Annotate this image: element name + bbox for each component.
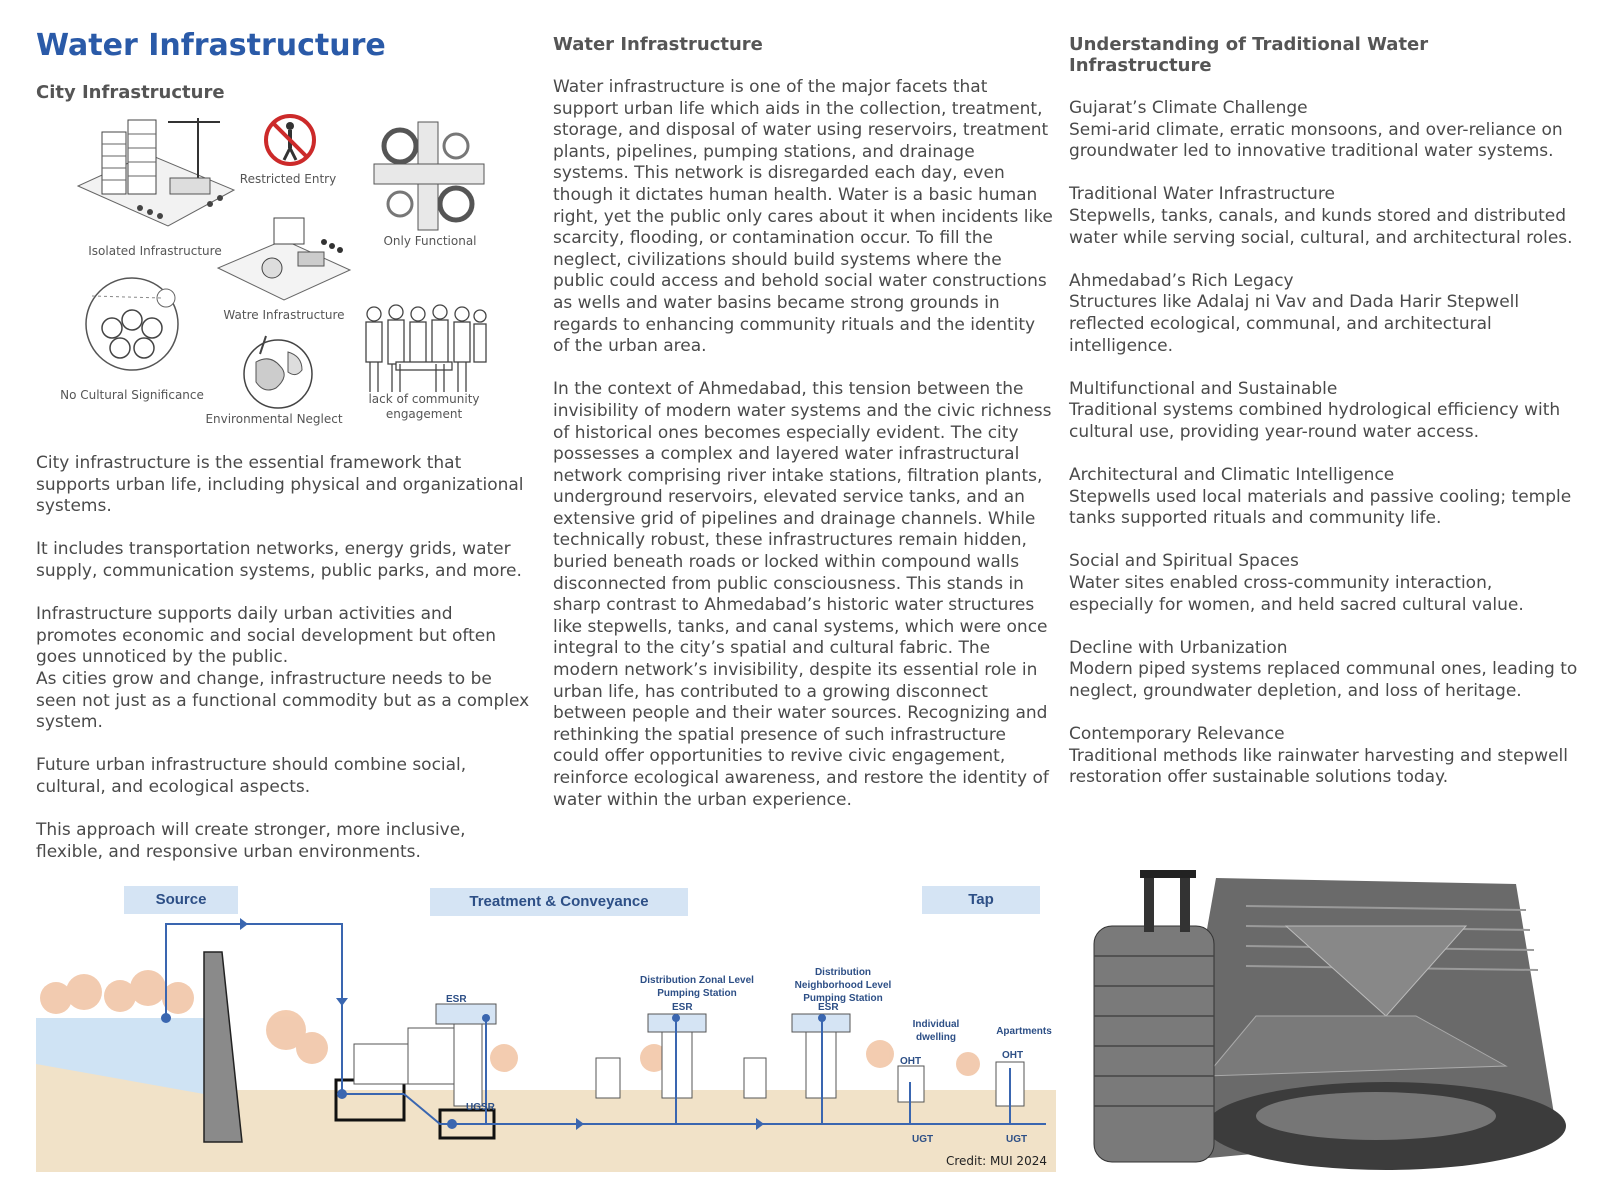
icon-water-infrastructure <box>214 212 354 332</box>
item-title: Architectural and Climatic Intelligence <box>1069 465 1395 486</box>
dam <box>204 952 242 1142</box>
label-esr: ESR <box>818 1002 839 1013</box>
icon-environmental-neglect <box>200 332 348 432</box>
icon-label: Isolated Infrastructure <box>88 244 222 258</box>
icon-label: Only Functional <box>383 234 477 248</box>
item-title: Ahmedabad’s Rich Legacy <box>1069 270 1294 291</box>
item-title: Decline with Urbanization <box>1069 637 1288 658</box>
item-text: Water sites enabled cross-community interaction, especially for women, and held sacred cultural value. <box>1069 573 1524 615</box>
water-supply-diagram <box>36 918 1056 1172</box>
band-source: Source <box>124 886 238 914</box>
label-ugt: UGT <box>1006 1134 1028 1145</box>
icon-label: Restricted Entry <box>239 172 337 186</box>
item-title: Social and Spiritual Spaces <box>1069 551 1299 572</box>
item-text: Modern piped systems replaced communal ones, leading to neglect, groundwater depletion, and loss of heritage. <box>1069 659 1578 702</box>
credit-text: Credit: MUI 2024 <box>946 1154 1047 1168</box>
item-text: Stepwells, tanks, canals, and kunds stored and distributed water while serving social, cultural, and architectural roles. <box>1069 205 1573 248</box>
item-text: Traditional systems combined hydrological efficiency with cultural use, providing year-round water access. <box>1069 400 1561 442</box>
list-item <box>1069 379 1579 444</box>
icon-lack-of-community-engagement <box>356 300 492 432</box>
label-neighborhood-pumping-station: Distribution Neighborhood Level Pumping Station <box>794 967 892 1004</box>
item-title: Multifunctional and Sustainable <box>1069 378 1338 399</box>
item-text: Structures like Adalaj ni Vav and Dada Harir Stepwell reflected ecological, communal, and architectural intelligence. <box>1069 292 1520 356</box>
no-entry-icon <box>238 112 348 170</box>
city-paragraph: Infrastructure supports daily urban activities and promotes economic and social development but often goes unnoticed by the public. <box>36 604 496 668</box>
city-infrastructure-text <box>36 453 536 885</box>
label-oht: OHT <box>1002 1050 1024 1061</box>
city-paragraph: This approach will create stronger, more inclusive, flexible, and responsive urban environments. <box>36 820 466 862</box>
city-paragraph: City infrastructure is the essential framework that supports urban life, including physical and organizational systems. <box>36 453 524 517</box>
crowd-icon <box>356 300 492 396</box>
road-interchange-icon <box>370 120 490 232</box>
icon-label: Environmental Neglect <box>205 412 343 426</box>
city-infrastructure-heading: City Infrastructure <box>36 82 225 103</box>
city-paragraph: Future urban infrastructure should combine social, cultural, and ecological aspects. <box>36 755 467 797</box>
item-text: Semi-arid climate, erratic monsoons, and over-reliance on groundwater led to innovative traditional water systems. <box>1069 119 1563 162</box>
label-individual-dwelling: Individual dwelling <box>912 1019 960 1043</box>
water-infrastructure-text <box>553 77 1053 833</box>
band-tap: Tap <box>922 886 1040 914</box>
list-item <box>1069 98 1579 163</box>
list-item <box>1069 638 1579 703</box>
list-item <box>1069 465 1579 530</box>
traditional-infrastructure-heading: Understanding of Traditional Water Infrastructure <box>1069 34 1429 76</box>
label-oht: OHT <box>900 1056 922 1067</box>
icon-restricted-entry <box>238 112 348 192</box>
stepwell-photo <box>1086 866 1574 1172</box>
water-infrastructure-heading: Water Infrastructure <box>553 34 763 55</box>
list-item <box>1069 724 1579 789</box>
item-title: Contemporary Relevance <box>1069 724 1285 745</box>
list-item <box>1069 271 1579 357</box>
label-apartments: Apartments <box>996 1026 1052 1037</box>
item-title: Traditional Water Infrastructure <box>1069 184 1335 205</box>
icon-label: lack of community engagement <box>368 392 480 421</box>
label-zonal-pumping-station: Distribution Zonal Level Pumping Station <box>640 975 754 999</box>
water-paragraph: Water infrastructure is one of the major facets that support urban life which aids in the collection, treatment, storage, and disposal of water using reservoirs, treatment plants, pipelines, pumping stations, and drainage systems. This network is disregarded each day, even though it dictates human health. Water is a basic human right, yet the public only cares about it when incidents like scarcity, flooding, or contamination occur. To fill the neglect, civilizations should build systems where the public could access and behold social water constructions as wells and water basins became strong grounds in regards to enhancing community rituals and the identity of the urban area. <box>553 77 1053 357</box>
label-esr: ESR <box>672 1002 693 1013</box>
icon-only-functional <box>370 120 490 250</box>
label-ugsr: UGSR <box>466 1102 495 1113</box>
city-paragraph: As cities grow and change, infrastructure needs to be seen not just as a functional commodity but as a complex system. <box>36 668 530 733</box>
people-circle-icon <box>52 276 212 376</box>
icon-label: No Cultural Significance <box>60 388 204 402</box>
label-esr: ESR <box>446 994 467 1005</box>
traditional-infrastructure-list <box>1069 98 1579 811</box>
list-item <box>1069 551 1579 616</box>
page-title: Water Infrastructure <box>36 28 386 63</box>
icon-no-cultural-significance <box>52 276 212 408</box>
city-paragraph: It includes transportation networks, energy grids, water supply, communication systems, public parks, and more. <box>36 539 522 581</box>
item-text: Stepwells used local materials and passive cooling; temple tanks supported rituals and community life. <box>1069 486 1572 529</box>
water-paragraph: In the context of Ahmedabad, this tension between the invisibility of modern water systems and the civic richness of historical ones becomes especially evident. The city possesses a complex and layered water infrastructural network comprising river intake stations, filtration plants, underground reservoirs, elevated service tanks, and an extensive grid of pipelines and drainage channels. While technically robust, these infrastructures remain hidden, buried beneath roads or locked within compound walls disconnected from public consciousness. This stands in sharp contrast to Ahmedabad’s historic water structures like stepwells, tanks, and canal systems, which were once integral to the city’s spatial and cultural fabric. The modern network’s invisibility, despite its essential role in urban life, has contributed to a growing disconnect between people and their water sources. Recognizing and rethinking the spatial presence of such infrastructure could offer opportunities to revive civic engagement, reinforce ecological awareness, and restore the identity of water within the urban experience. <box>553 379 1052 810</box>
label-ugt: UGT <box>912 1134 934 1145</box>
list-item <box>1069 184 1579 249</box>
item-title: Gujarat’s Climate Challenge <box>1069 98 1308 118</box>
item-text: Traditional methods like rainwater harvesting and stepwell restoration offer sustainable solutions today. <box>1069 745 1569 788</box>
water-plant-icon <box>214 212 354 304</box>
icon-label: Watre Infrastructure <box>223 308 345 322</box>
band-treatment-conveyance: Treatment & Conveyance <box>430 888 688 916</box>
globe-icon <box>200 332 348 414</box>
